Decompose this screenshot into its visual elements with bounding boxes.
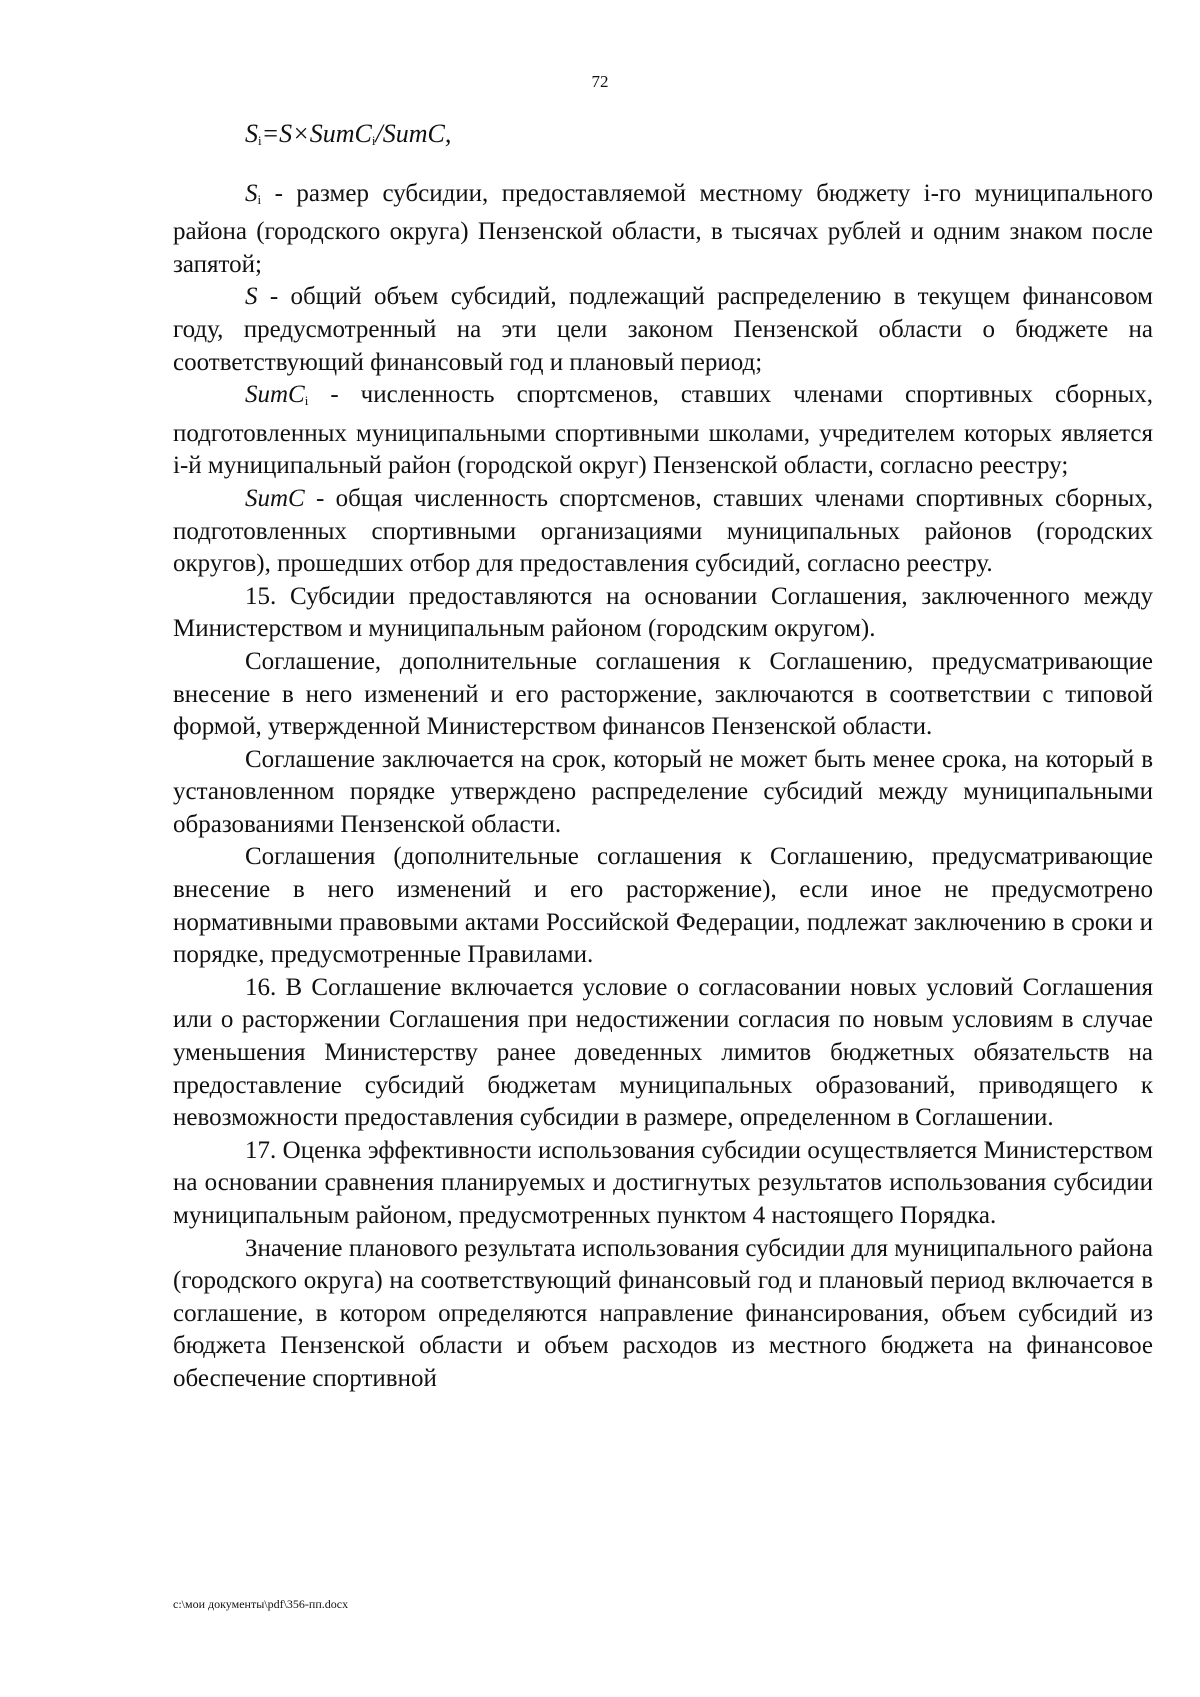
paragraph-agreement-term: Соглашение заключается на срок, который не может быть менее срока, на который в установленном порядке утверждено распределение субсидий между муниципальными образованиями Пензенской области. — [173, 745, 1153, 838]
paragraph-planned-result: Значение планового результата использования субсидии для муниципального района (городского округа) на соответствующий финансовый год и плановый период включается в соглашение, в котором определяются направление финансирования, объем субсидий из бюджета Пензенской области и объем расходов из местного бюджета на финансовое обеспечение спортивной — [173, 1234, 1153, 1392]
paragraph-agreement-form: Соглашение, дополнительные соглашения к Соглашению, предусматривающие внесение в него изменений и его расторжение, заключаются в соответствии с типовой формой, утвержденной Министерством финансов Пензенской области. — [173, 647, 1153, 741]
document-body — [173, 118, 1153, 1396]
definition-s: S - общий объем субсидий, подлежащий распределению в текущем финансовом году, предусмотренный на эти цели законом Пензенской области о бюджете на соответствующий финансовый год и плановый период; — [173, 283, 1153, 376]
definition-sumc: SumC - общая численность спортсменов, ставших членами спортивных сборных, подготовленных спортивными организациями муниципальных районов (городских округов), прошедших отбор для предоставления субсидий, согласно реестру. — [173, 484, 1153, 578]
paragraph-17: 17. Оценка эффективности использования субсидии осуществляется Министерством на основании сравнения планируемых и достигнутых результатов использования субсидии муниципальным районом, предусмотренных пунктом 4 настоящего Порядка. — [173, 1136, 1153, 1229]
definition-si: $S_i$ - размер субсидии, предоставляемой местному бюджету i-го муниципального района (городского округа) Пензенской области, в тысячах рублей и одним знаком после запятой; — [173, 179, 1153, 278]
paragraph-15: 15. Субсидии предоставляются на основании Соглашения, заключенного между Министерством и муниципальным районом (городским округом). — [173, 582, 1153, 643]
paragraph-16: 16. В Соглашение включается условие о согласовании новых условий Соглашения или о расторжении Соглашения при недостижении согласия по новым условиям в случае уменьшения Министерству ранее доведенных лимитов бюджетных обязательств на предоставление субсидий бюджетам муниципальных образований, приводящего к невозможности предоставления субсидии в размере, определенном в Соглашении. — [173, 973, 1153, 1132]
definition-sumci: SumC$_i$ - численность спортсменов, ставших членами спортивных сборных, подготовленных муниципальными спортивными школами, учредителем которых является i-й муниципальный район (городской округ) Пензенской области, согласно реестру; — [173, 381, 1153, 480]
file-path-footer: c:\мои документы\pdf\356-пп.docx — [173, 1597, 349, 1611]
subsidy-formula: $S_i=S\times SumC_i$/SumC, — [245, 119, 452, 148]
page-number: 72 — [591, 72, 609, 91]
paragraph-agreement-deadline: Соглашения (дополнительные соглашения к Соглашению, предусматривающие внесение в него изменений и его расторжение), если иное не предусмотрено нормативными правовыми актами Российской Федерации, подлежат заключению в сроки и порядке, предусмотренные Правилами. — [173, 843, 1153, 969]
